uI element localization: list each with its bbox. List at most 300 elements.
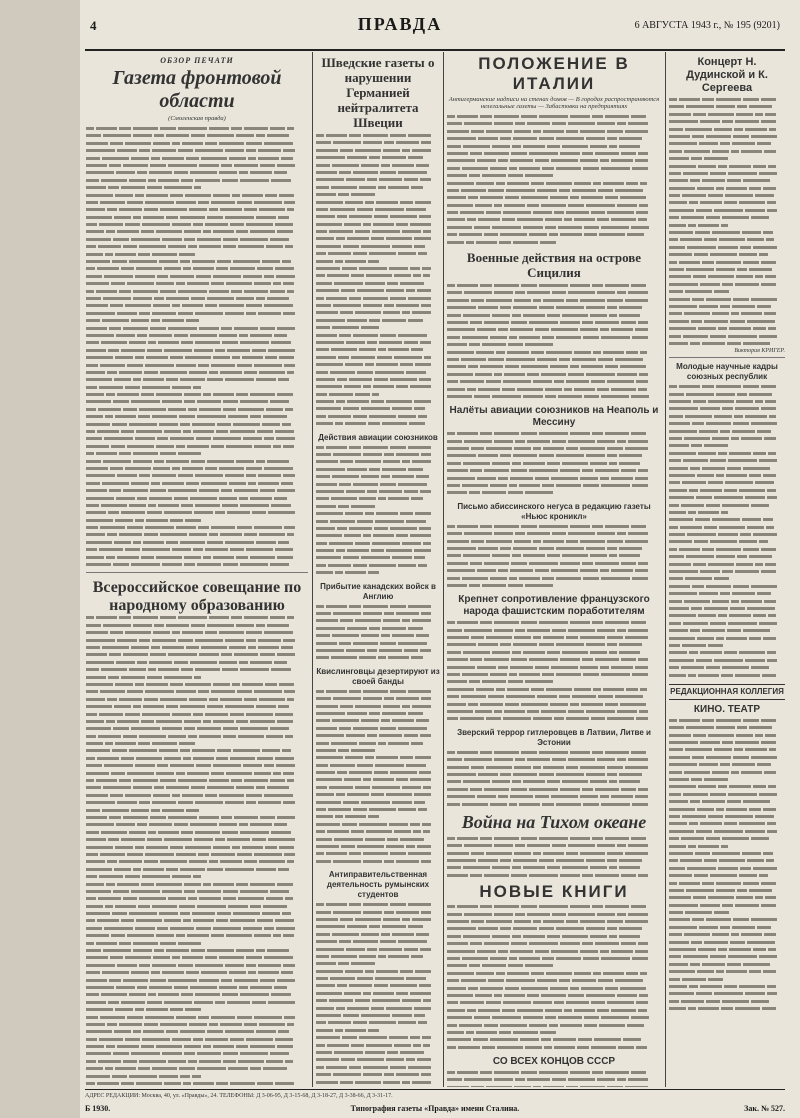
footer-rule xyxy=(85,1089,785,1090)
text-line xyxy=(447,576,661,583)
text-line xyxy=(447,1045,661,1052)
text-line xyxy=(447,971,661,978)
text-line xyxy=(669,311,785,318)
text-line xyxy=(86,712,308,719)
text-line xyxy=(447,350,661,357)
text-line xyxy=(669,858,785,865)
text-line xyxy=(316,655,440,662)
text-line xyxy=(447,1000,661,1007)
text-line xyxy=(86,689,308,696)
text-line xyxy=(86,660,308,667)
text-line xyxy=(669,762,785,769)
text-line xyxy=(86,510,308,517)
cadres-body xyxy=(669,384,785,680)
cadres-heading: Молодые научные кадры союзных республик xyxy=(676,362,778,382)
text-line xyxy=(86,918,308,925)
text-line xyxy=(447,394,661,401)
text-line xyxy=(316,318,440,325)
text-line xyxy=(316,163,440,170)
text-line xyxy=(316,467,440,474)
text-line xyxy=(447,524,661,531)
text-line xyxy=(669,215,785,222)
text-line xyxy=(316,281,440,288)
text-line xyxy=(669,650,785,657)
text-line xyxy=(669,510,785,517)
text-line xyxy=(447,225,661,232)
text-line xyxy=(86,741,308,748)
text-line xyxy=(447,1085,661,1087)
text-line xyxy=(86,1000,308,1007)
text-line xyxy=(86,370,308,377)
text-line xyxy=(86,978,308,985)
text-line xyxy=(316,726,440,733)
text-line xyxy=(447,357,661,364)
text-line xyxy=(447,1008,661,1015)
text-line xyxy=(669,245,785,252)
text-line xyxy=(316,177,440,184)
text-line xyxy=(669,888,785,895)
text-line xyxy=(447,687,661,694)
text-line xyxy=(86,207,308,214)
text-line xyxy=(86,289,308,296)
text-line xyxy=(86,156,308,163)
text-line xyxy=(669,599,785,606)
text-line xyxy=(316,489,440,496)
text-line xyxy=(316,822,440,829)
text-line xyxy=(86,955,308,962)
text-line xyxy=(316,785,440,792)
text-line xyxy=(669,621,785,628)
text-line xyxy=(669,223,785,230)
text-line xyxy=(86,748,308,755)
text-line xyxy=(669,755,785,762)
text-line xyxy=(669,807,785,814)
text-line xyxy=(86,652,308,659)
text-line xyxy=(447,694,661,701)
text-line xyxy=(316,733,440,740)
text-line xyxy=(447,372,661,379)
column-rule xyxy=(665,52,666,1087)
text-line xyxy=(447,963,661,970)
naples-heading: Налёты авиации союзников на Неаполь и Мессину xyxy=(449,405,659,429)
text-line xyxy=(86,237,308,244)
text-line xyxy=(316,192,440,199)
text-line xyxy=(316,511,440,518)
text-line xyxy=(86,148,308,155)
text-line xyxy=(447,290,661,297)
text-line xyxy=(316,244,440,251)
text-line xyxy=(316,741,440,748)
text-line xyxy=(447,919,661,926)
text-line xyxy=(316,800,440,807)
text-line xyxy=(316,570,440,577)
text-line xyxy=(447,836,661,843)
text-line xyxy=(316,445,440,452)
text-line xyxy=(669,406,785,413)
text-line xyxy=(86,704,308,711)
text-line xyxy=(86,459,308,466)
text-line xyxy=(316,377,440,384)
text-line xyxy=(669,576,785,583)
text-line xyxy=(86,562,308,569)
text-line xyxy=(316,851,440,858)
text-line xyxy=(86,623,308,630)
text-line xyxy=(447,531,661,538)
text-line xyxy=(86,525,308,532)
text-line xyxy=(316,236,440,243)
students-body xyxy=(316,902,440,1087)
text-line xyxy=(447,387,661,394)
text-line xyxy=(669,164,785,171)
text-line xyxy=(447,453,661,460)
text-line xyxy=(669,186,785,193)
text-line xyxy=(669,326,785,333)
text-line xyxy=(86,845,308,852)
text-line xyxy=(86,889,308,896)
text-line xyxy=(669,740,785,747)
concert-title: Концерт Н. Дудинской и К. Сергеева xyxy=(686,56,768,94)
text-line xyxy=(669,208,785,215)
pacific-war-body xyxy=(447,836,661,880)
text-line xyxy=(86,436,308,443)
text-line xyxy=(316,770,440,777)
text-line xyxy=(669,932,785,939)
text-line xyxy=(447,620,661,627)
text-line xyxy=(447,217,661,224)
text-line xyxy=(316,519,440,526)
text-line xyxy=(86,540,308,547)
text-line xyxy=(316,696,440,703)
text-line xyxy=(669,473,785,480)
italy-title: ПОЛОЖЕНИЕ В ИТАЛИИ xyxy=(478,54,630,93)
text-line xyxy=(669,747,785,754)
text-line xyxy=(447,912,661,919)
text-line xyxy=(447,121,661,128)
text-line xyxy=(316,362,440,369)
text-line xyxy=(86,1066,308,1073)
text-line xyxy=(669,658,785,665)
negus-body xyxy=(447,524,661,591)
text-line xyxy=(669,1006,785,1013)
text-line xyxy=(86,163,308,170)
text-line xyxy=(447,431,661,438)
text-line xyxy=(316,844,440,851)
text-line xyxy=(86,896,308,903)
text-line xyxy=(316,155,440,162)
text-line xyxy=(669,458,785,465)
text-line xyxy=(669,414,785,421)
text-line xyxy=(86,326,308,333)
text-line xyxy=(316,902,440,909)
column-rule xyxy=(443,52,444,1087)
text-line xyxy=(86,200,308,207)
text-line xyxy=(86,1051,308,1058)
divider xyxy=(669,357,785,358)
text-line xyxy=(447,642,661,649)
text-line xyxy=(86,1059,308,1066)
new-books-heading: НОВЫЕ КНИГИ xyxy=(479,882,629,902)
text-line xyxy=(316,140,440,147)
text-line xyxy=(447,446,661,453)
text-line xyxy=(316,533,440,540)
text-line xyxy=(669,429,785,436)
text-line xyxy=(316,626,440,633)
text-line xyxy=(669,977,785,984)
text-line xyxy=(86,496,308,503)
text-line xyxy=(669,866,785,873)
header-rule xyxy=(85,49,785,51)
text-line xyxy=(669,991,785,998)
text-line xyxy=(86,837,308,844)
text-line xyxy=(447,851,661,858)
text-line xyxy=(86,963,308,970)
text-line xyxy=(669,297,785,304)
text-line xyxy=(447,305,661,312)
text-line xyxy=(316,214,440,221)
text-line xyxy=(669,200,785,207)
text-line xyxy=(447,232,661,239)
text-line xyxy=(669,193,785,200)
text-line xyxy=(86,473,308,480)
text-line xyxy=(669,940,785,947)
text-line xyxy=(669,903,785,910)
text-line xyxy=(669,289,785,296)
text-line xyxy=(316,1006,440,1013)
text-line xyxy=(86,911,308,918)
footer-right: Зак. № 527. xyxy=(744,1104,785,1113)
text-line xyxy=(86,363,308,370)
text-line xyxy=(316,288,440,295)
text-line xyxy=(86,682,308,689)
text-line xyxy=(86,385,308,392)
text-line xyxy=(316,185,440,192)
text-line xyxy=(86,488,308,495)
text-line xyxy=(669,503,785,510)
text-line xyxy=(316,414,440,421)
text-line xyxy=(86,1015,308,1022)
text-line xyxy=(447,679,661,686)
text-line xyxy=(316,704,440,711)
text-line xyxy=(316,207,440,214)
text-line xyxy=(447,765,661,772)
education-title: Всероссийское совещание по народному образованию xyxy=(92,579,302,615)
canada-body xyxy=(316,604,440,663)
text-line xyxy=(669,569,785,576)
text-line xyxy=(669,141,785,148)
text-line xyxy=(86,259,308,266)
text-line xyxy=(316,392,440,399)
text-line xyxy=(316,355,440,362)
text-line xyxy=(86,793,308,800)
text-line xyxy=(316,541,440,548)
text-line xyxy=(316,548,440,555)
text-line xyxy=(316,200,440,207)
text-line xyxy=(669,127,785,134)
text-line xyxy=(447,546,661,553)
text-line xyxy=(86,992,308,999)
text-line xyxy=(316,452,440,459)
text-line xyxy=(316,303,440,310)
text-line xyxy=(447,561,661,568)
text-line xyxy=(669,917,785,924)
text-line xyxy=(316,1013,440,1020)
text-line xyxy=(86,615,308,622)
text-line xyxy=(316,1050,440,1057)
text-line xyxy=(316,814,440,821)
text-line xyxy=(669,591,785,598)
text-line xyxy=(86,170,308,177)
text-line xyxy=(669,532,785,539)
text-line xyxy=(447,298,661,305)
text-line xyxy=(669,171,785,178)
text-line xyxy=(447,926,661,933)
text-line xyxy=(86,926,308,933)
terror-heading: Зверский террор гитлеровцев в Латвии, Литве и Эстонии xyxy=(457,727,651,747)
text-line xyxy=(86,808,308,815)
text-line xyxy=(316,399,440,406)
text-line xyxy=(447,628,661,635)
italy-subtitle: Антигерманские надписи на стенах домов — В городах распространяются нелегальные газеты — Забастовки на предприятиях xyxy=(448,96,660,110)
text-line xyxy=(669,97,785,104)
text-line xyxy=(669,267,785,274)
text-line xyxy=(447,934,661,941)
text-line xyxy=(86,852,308,859)
text-line xyxy=(447,483,661,490)
text-line xyxy=(669,733,785,740)
text-line xyxy=(86,444,308,451)
text-line xyxy=(669,562,785,569)
sweden-title: Шведские газеты о нарушении Германией нейтралитета Швеции xyxy=(321,55,435,130)
text-line xyxy=(447,1015,661,1022)
text-line xyxy=(316,1043,440,1050)
page-header xyxy=(0,6,800,50)
text-line xyxy=(669,925,785,932)
text-line xyxy=(669,984,785,991)
text-line xyxy=(316,1020,440,1027)
text-line xyxy=(669,792,785,799)
text-line xyxy=(86,1074,308,1081)
canada-heading: Прибытие канадских войск в Англию xyxy=(320,581,436,601)
text-line xyxy=(86,763,308,770)
text-line xyxy=(86,970,308,977)
text-line xyxy=(316,947,440,954)
text-line xyxy=(316,222,440,229)
text-line xyxy=(447,904,661,911)
text-line xyxy=(669,954,785,961)
text-line xyxy=(669,104,785,111)
text-line xyxy=(447,490,661,497)
text-line xyxy=(316,474,440,481)
text-line xyxy=(86,392,308,399)
text-line xyxy=(86,229,308,236)
press-review-title: Газета фронтовой области xyxy=(112,67,282,112)
text-line xyxy=(669,319,785,326)
text-line xyxy=(86,785,308,792)
press-review-kicker: ОБЗОР ПЕЧАТИ xyxy=(160,56,234,65)
text-line xyxy=(669,784,785,791)
text-line xyxy=(86,126,308,133)
text-line xyxy=(86,867,308,874)
text-line xyxy=(669,119,785,126)
text-line xyxy=(447,240,661,247)
text-line xyxy=(669,149,785,156)
text-line xyxy=(447,672,661,679)
text-line xyxy=(669,443,785,450)
text-line xyxy=(316,496,440,503)
text-line xyxy=(669,636,785,643)
text-line xyxy=(86,719,308,726)
text-line xyxy=(86,252,308,259)
text-line xyxy=(86,1022,308,1029)
air-actions-heading: Действия авиации союзников xyxy=(318,432,438,442)
text-line xyxy=(316,526,440,533)
text-line xyxy=(316,296,440,303)
text-line xyxy=(316,792,440,799)
text-line xyxy=(86,296,308,303)
text-line xyxy=(316,563,440,570)
text-line xyxy=(669,613,785,620)
education-body xyxy=(86,615,308,1087)
text-line xyxy=(447,993,661,1000)
text-line xyxy=(316,711,440,718)
text-line xyxy=(316,976,440,983)
text-line xyxy=(86,933,308,940)
masthead: ПРАВДА xyxy=(357,14,443,34)
text-line xyxy=(447,335,661,342)
text-line xyxy=(447,779,661,786)
text-line xyxy=(669,947,785,954)
text-line xyxy=(86,466,308,473)
text-line xyxy=(316,340,440,347)
text-line xyxy=(86,503,308,510)
text-line xyxy=(447,166,661,173)
text-line xyxy=(316,748,440,755)
text-line xyxy=(86,948,308,955)
footer-address: АДРЕС РЕДАКЦИИ: Москва, 40, ул. «Правды», 24. ТЕЛЕФОНЫ: Д 3-06-95, Д 3-15-68, Д 3-18-27, Д 3-38-66, Д 3-31-17. xyxy=(85,1093,393,1099)
pacific-war-heading: Война на Тихом океане xyxy=(461,811,647,832)
text-line xyxy=(447,949,661,956)
text-line xyxy=(669,178,785,185)
text-line xyxy=(447,283,661,290)
text-line xyxy=(316,148,440,155)
text-line xyxy=(669,488,785,495)
text-line xyxy=(447,709,661,716)
text-line xyxy=(447,1023,661,1030)
text-line xyxy=(316,459,440,466)
text-line xyxy=(86,178,308,185)
text-line xyxy=(447,1037,661,1044)
text-line xyxy=(316,333,440,340)
text-line xyxy=(669,554,785,561)
text-line xyxy=(86,429,308,436)
text-line xyxy=(669,392,785,399)
text-line xyxy=(316,251,440,258)
text-line xyxy=(86,133,308,140)
text-line xyxy=(447,151,661,158)
text-line xyxy=(316,777,440,784)
text-line xyxy=(316,763,440,770)
text-line xyxy=(669,384,785,391)
text-line xyxy=(316,133,440,140)
text-line xyxy=(316,370,440,377)
page-margin xyxy=(0,0,80,1118)
text-line xyxy=(86,303,308,310)
text-line xyxy=(447,702,661,709)
text-line xyxy=(86,771,308,778)
text-line xyxy=(86,547,308,554)
text-line xyxy=(316,837,440,844)
text-line xyxy=(86,281,308,288)
